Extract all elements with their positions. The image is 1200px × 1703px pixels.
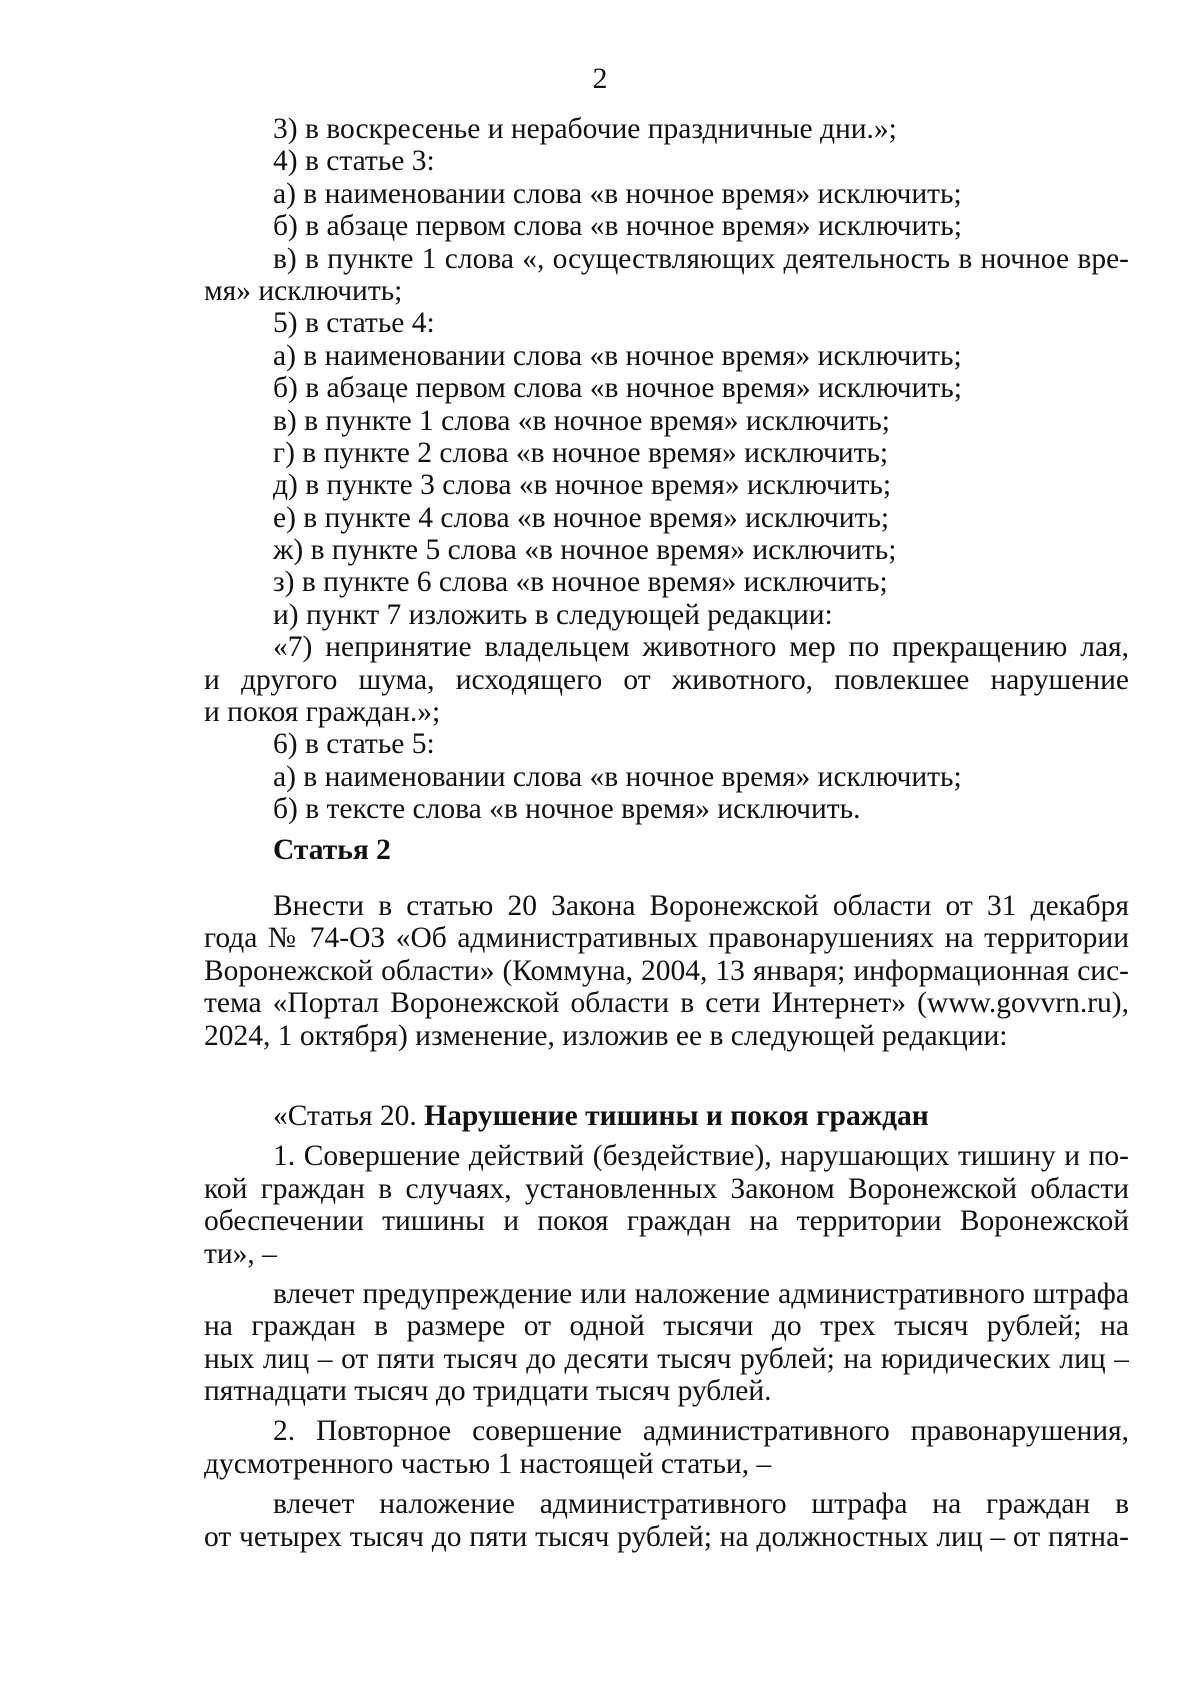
text-line: а) в наименовании слова «в ночное время» исключить; (273, 760, 962, 793)
page-number: 2 (592, 62, 608, 95)
article20-part1 (204, 1140, 1129, 1270)
text-line: и покоя граждан.»; (204, 696, 441, 729)
text-line: и другого шума, исходящего от животного, повлекшее нарушение (204, 663, 1129, 696)
text-line: Воронежской области» (Коммуна, 2004, 13 января; информационная сис- (204, 954, 1129, 987)
text-line: а) в наименовании слова «в ночное время» исключить; (273, 177, 962, 210)
text-line: мя» исключить; (204, 274, 403, 307)
text-line: и) пункт 7 изложить в следующей редакции: (273, 598, 833, 631)
text-line: а) в наименовании слова «в ночное время» исключить; (273, 339, 962, 372)
text-line: Внести в статью 20 Закона Воронежской области от 31 декабря (273, 889, 1129, 922)
text-line: ти», – (204, 1237, 277, 1270)
text-line: г) в пункте 2 слова «в ночное время» исключить; (273, 436, 889, 469)
text-line: пятнадцати тысяч до тридцати тысяч рублей. (204, 1375, 772, 1408)
text-line: тема «Портал Воронежской области в сети Интернет» (www.govvrn.ru), (204, 987, 1129, 1020)
text-line: дусмотренного частью 1 настоящей статьи, – (204, 1447, 772, 1480)
text-line: 2024, 1 октября) изменение, изложив ее в следующей редакции: (204, 1019, 1008, 1052)
text-line: д) в пункте 3 слова «в ночное время» исключить; (273, 469, 892, 502)
text-line: з) в пункте 6 слова «в ночное время» исключить; (273, 566, 888, 599)
text-line: е) в пункте 4 слова «в ночное время» исключить; (273, 501, 890, 534)
article20-part1-penalty (204, 1278, 1129, 1408)
article20-part2-penalty (204, 1488, 1129, 1553)
text-line: ных лиц – от пяти тысяч до десяти тысяч рублей; на юридических лиц – (204, 1342, 1129, 1375)
article20-title: Нарушение тишины и покоя граждан (424, 1099, 929, 1132)
text-line: 1. Совершение действий (бездействие), нарушающих тишину и по- (273, 1140, 1129, 1173)
article20-part2 (204, 1415, 1129, 1480)
text-line: ж) в пункте 5 слова «в ночное время» исключить; (273, 534, 897, 567)
text-line: «7) непринятие владельцем животного мер по прекращению лая, (273, 631, 1129, 664)
text-line: 3) в воскресенье и нерабочие праздничные дни.»; (273, 113, 897, 145)
text-line: влечет наложение административного штрафа на граждан в (273, 1488, 1129, 1521)
text-line: от четырех тысяч до пяти тысяч рублей; на должностных лиц – от пятна- (204, 1520, 1129, 1553)
text-line: 6) в статье 5: (273, 728, 435, 761)
article20-prefix: «Статья 20. (273, 1099, 425, 1132)
article1-amendments (204, 113, 1129, 826)
article2-heading: Статья 2 (273, 833, 391, 866)
text-line: 2. Повторное совершение административного правонарушения, (273, 1415, 1129, 1448)
text-line: на граждан в размере от одной тысячи до трех тысяч рублей; на (204, 1310, 1129, 1343)
text-line: б) в абзаце первом слова «в ночное время» исключить; (273, 210, 962, 243)
text-line: обеспечении тишины и покоя граждан на территории Воронежской (204, 1205, 1129, 1238)
text-line: б) в абзаце первом слова «в ночное время» исключить; (273, 372, 962, 405)
text-line: в) в пункте 1 слова «в ночное время» исключить; (273, 404, 890, 437)
text-line: б) в тексте слова «в ночное время» исключить. (273, 793, 861, 826)
text-line: влечет предупреждение или наложение административного штрафа (273, 1277, 1129, 1310)
text-line: года № 74-ОЗ «Об административных правонарушениях на территории (204, 922, 1129, 955)
text-line: 5) в статье 4: (273, 307, 435, 340)
article2-paragraph (204, 890, 1129, 1052)
document-body (204, 113, 1129, 1553)
text-line: в) в пункте 1 слова «, осуществляющих деятельность в ночное вре- (273, 242, 1129, 275)
text-line: кой граждан в случаях, установленных Законом Воронежской области (204, 1172, 1129, 1205)
text-line: 4) в статье 3: (273, 145, 435, 178)
article20-heading (204, 1100, 1129, 1132)
